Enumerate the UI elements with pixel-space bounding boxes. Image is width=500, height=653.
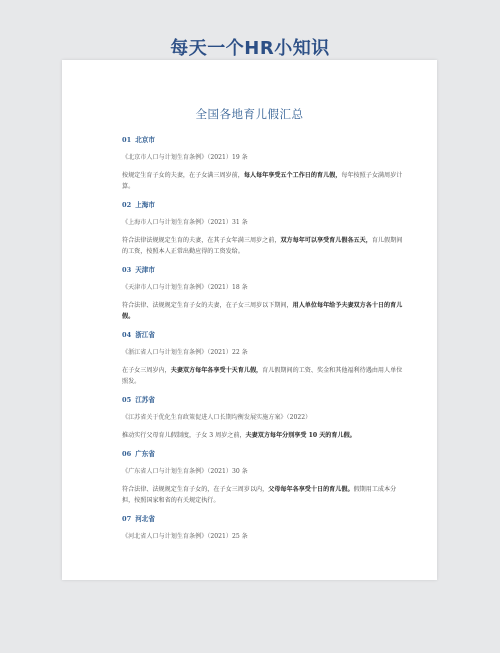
body-text-highlight: 夫妻双方每年各享受十天育儿假， <box>170 367 263 374</box>
section-region: 北京市 <box>135 136 155 144</box>
section-heading <box>122 201 403 210</box>
body-text-tail: 育儿假期间的工资、奖金和其他福利待遇由用人单位照发。 <box>122 367 403 385</box>
section-number: 05 <box>122 396 132 404</box>
section-number: 04 <box>122 331 132 339</box>
section-number: 02 <box>122 201 132 209</box>
law-reference: 《天津市人口与计划生育条例》（2021）18 条 <box>122 284 248 291</box>
body-text-lead: 推动实行父母育儿假制度，子女 3 周岁之前， <box>122 432 246 439</box>
section-region: 天津市 <box>135 266 155 274</box>
section-heading <box>122 396 403 405</box>
section-body <box>122 170 403 192</box>
body-text-highlight: 双方每年可以享受育儿假各五天， <box>280 237 372 244</box>
law-reference: 《江苏省关于优化生育政策促进人口长期均衡发展实施方案》（2022） <box>122 414 312 421</box>
section-region: 江苏省 <box>135 396 155 404</box>
section-hebei <box>122 515 403 541</box>
section-number: 06 <box>122 450 132 458</box>
section-body <box>122 484 403 506</box>
body-text-highlight: 每人每年享受五个工作日的育儿假， <box>243 172 342 179</box>
section-region: 上海市 <box>135 201 155 209</box>
section-heading <box>122 450 403 459</box>
section-heading <box>122 515 403 524</box>
section-heading <box>122 266 403 275</box>
banner-title: 每天一个HR小知识 <box>170 38 330 59</box>
section-tianjin <box>122 266 403 322</box>
section-shanghai <box>122 201 403 257</box>
body-text-lead: 符合法律、法规规定生育子女的夫妻，在子女三周岁以下期间， <box>122 302 293 309</box>
section-number: 03 <box>122 266 132 274</box>
section-region: 广东省 <box>135 450 155 458</box>
section-body <box>122 430 403 441</box>
section-number: 07 <box>122 515 132 523</box>
section-heading <box>122 331 403 340</box>
law-reference: 《广东省人口与计划生育条例》（2021）30 条 <box>122 468 248 475</box>
section-heading <box>122 136 403 145</box>
section-region: 河北省 <box>135 515 155 523</box>
law-reference: 《上海市人口与计划生育条例》（2021）31 条 <box>122 219 248 226</box>
document-page <box>62 60 437 580</box>
section-body <box>122 300 403 322</box>
body-text-lead: 符合法律法规规定生育的夫妻，在其子女年满三周岁之前， <box>122 237 281 244</box>
section-region: 浙江省 <box>135 331 155 339</box>
law-reference: 《北京市人口与计划生育条例》（2021）19 条 <box>122 154 248 161</box>
body-text-tail: 育儿假期间的工资，按照本人正常出勤应得的工资发给。 <box>122 237 403 255</box>
law-reference: 《河北省人口与计划生育条例》（2021）25 条 <box>122 533 248 540</box>
body-text-highlight: 父母每年各享受十日的育儿假。 <box>268 486 354 493</box>
section-jiangsu <box>122 396 403 441</box>
body-text-lead: 符合法律、法规规定生育子女的，在子女三周岁以内， <box>122 486 269 493</box>
body-text-lead: 按规定生育子女的夫妻，在子女满三周岁前， <box>122 172 244 179</box>
section-body <box>122 235 403 257</box>
law-reference: 《浙江省人口与计划生育条例》（2021）22 条 <box>122 349 248 356</box>
document-title: 全国各地育儿假汇总 <box>195 107 304 121</box>
body-text-tail: 假期用工成本分担，按照国家和省的有关规定执行。 <box>122 486 397 504</box>
section-number: 01 <box>122 136 132 144</box>
body-text-lead: 在子女三周岁内， <box>122 367 171 374</box>
body-text-highlight: 夫妻双方每年分别享受 10 天的育儿假。 <box>245 432 356 439</box>
section-body <box>122 365 403 387</box>
body-text-highlight: 用人单位每年给予夫妻双方各十日的育儿假。 <box>122 302 403 320</box>
body-text-tail: 每年按照子女满周岁计算。 <box>122 172 403 190</box>
section-zhejiang <box>122 331 403 387</box>
section-guangdong <box>122 450 403 506</box>
section-beijing <box>122 136 403 192</box>
